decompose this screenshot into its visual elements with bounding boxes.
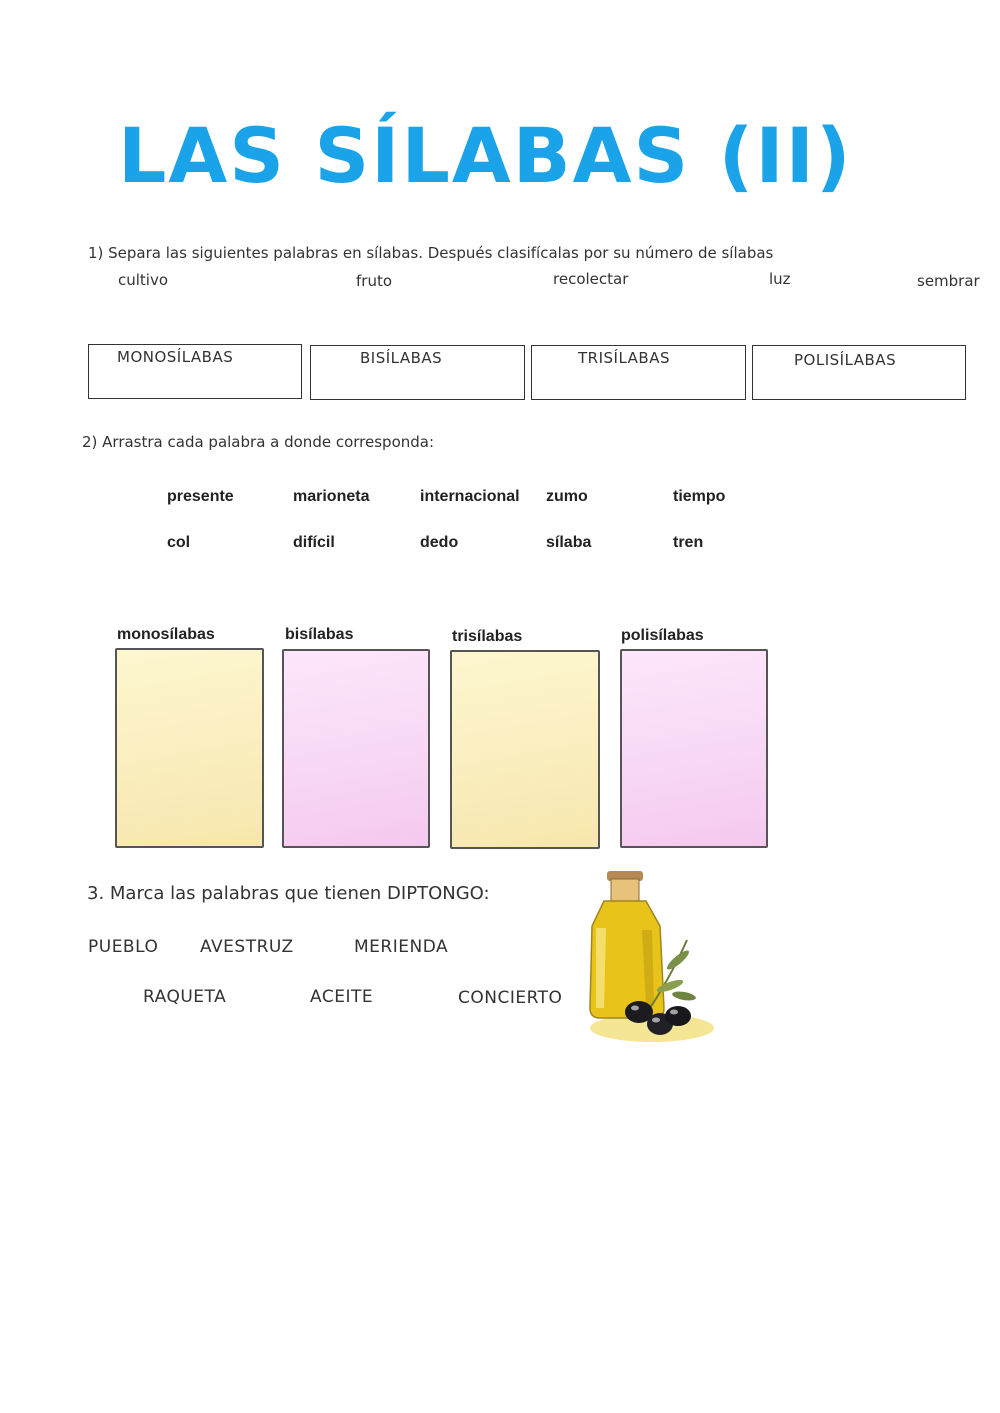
- diphthong-word-option[interactable]: RAQUETA: [143, 987, 227, 1007]
- draggable-word[interactable]: marioneta: [293, 488, 370, 505]
- box-label: TRISÍLABAS: [578, 349, 670, 367]
- diphthong-word-option[interactable]: AVESTRUZ: [200, 937, 294, 957]
- ex1-word: recolectar: [553, 270, 629, 288]
- box-label: BISÍLABAS: [360, 349, 443, 367]
- diphthong-word-option[interactable]: CONCIERTO: [458, 988, 563, 1008]
- drop-zone-trisilabas[interactable]: [450, 650, 600, 849]
- classification-box-polisilabas[interactable]: [752, 345, 966, 400]
- box-label: POLISÍLABAS: [794, 351, 897, 369]
- olive-oil-bottle-icon: [582, 868, 732, 1053]
- drop-target-label: bisílabas: [285, 626, 354, 643]
- drop-target-label: monosílabas: [117, 626, 215, 643]
- draggable-word[interactable]: internacional: [420, 488, 520, 505]
- diphthong-word-option[interactable]: PUEBLO: [88, 937, 159, 957]
- draggable-word[interactable]: difícil: [293, 534, 335, 551]
- draggable-word[interactable]: tren: [673, 534, 704, 551]
- draggable-word[interactable]: zumo: [546, 488, 588, 505]
- draggable-word[interactable]: presente: [167, 488, 234, 505]
- drop-target-label: trisílabas: [452, 628, 523, 645]
- draggable-word[interactable]: col: [167, 534, 191, 551]
- drop-zone-polisilabas[interactable]: [620, 649, 768, 848]
- classification-box-bisilabas[interactable]: [310, 345, 525, 400]
- page-title: LAS SÍLABAS (II): [118, 111, 853, 200]
- ex1-word: sembrar: [917, 272, 980, 290]
- exercise-3-instruction: 3. Marca las palabras que tienen DIPTONGO:: [87, 883, 490, 904]
- drop-zone-bisilabas[interactable]: [282, 649, 430, 848]
- draggable-word[interactable]: dedo: [420, 534, 459, 551]
- classification-box-trisilabas[interactable]: [531, 345, 746, 400]
- diphthong-word-option[interactable]: ACEITE: [310, 987, 374, 1007]
- drop-target-label: polisílabas: [621, 627, 704, 644]
- ex1-word: fruto: [356, 272, 393, 290]
- ex1-word: cultivo: [118, 271, 169, 289]
- classification-box-monosilabas[interactable]: [88, 344, 302, 399]
- draggable-word[interactable]: tiempo: [673, 488, 726, 505]
- draggable-word[interactable]: sílaba: [546, 534, 592, 551]
- drop-zone-monosilabas[interactable]: [115, 648, 264, 848]
- exercise-1-instruction: 1) Separa las siguientes palabras en sílabas. Después clasifícalas por su número de sílabas: [88, 244, 774, 262]
- ex1-word: luz: [769, 270, 791, 288]
- box-label: MONOSÍLABAS: [117, 348, 234, 366]
- diphthong-word-option[interactable]: MERIENDA: [354, 937, 449, 957]
- exercise-2-instruction: 2) Arrastra cada palabra a donde corresponda:: [82, 433, 435, 451]
